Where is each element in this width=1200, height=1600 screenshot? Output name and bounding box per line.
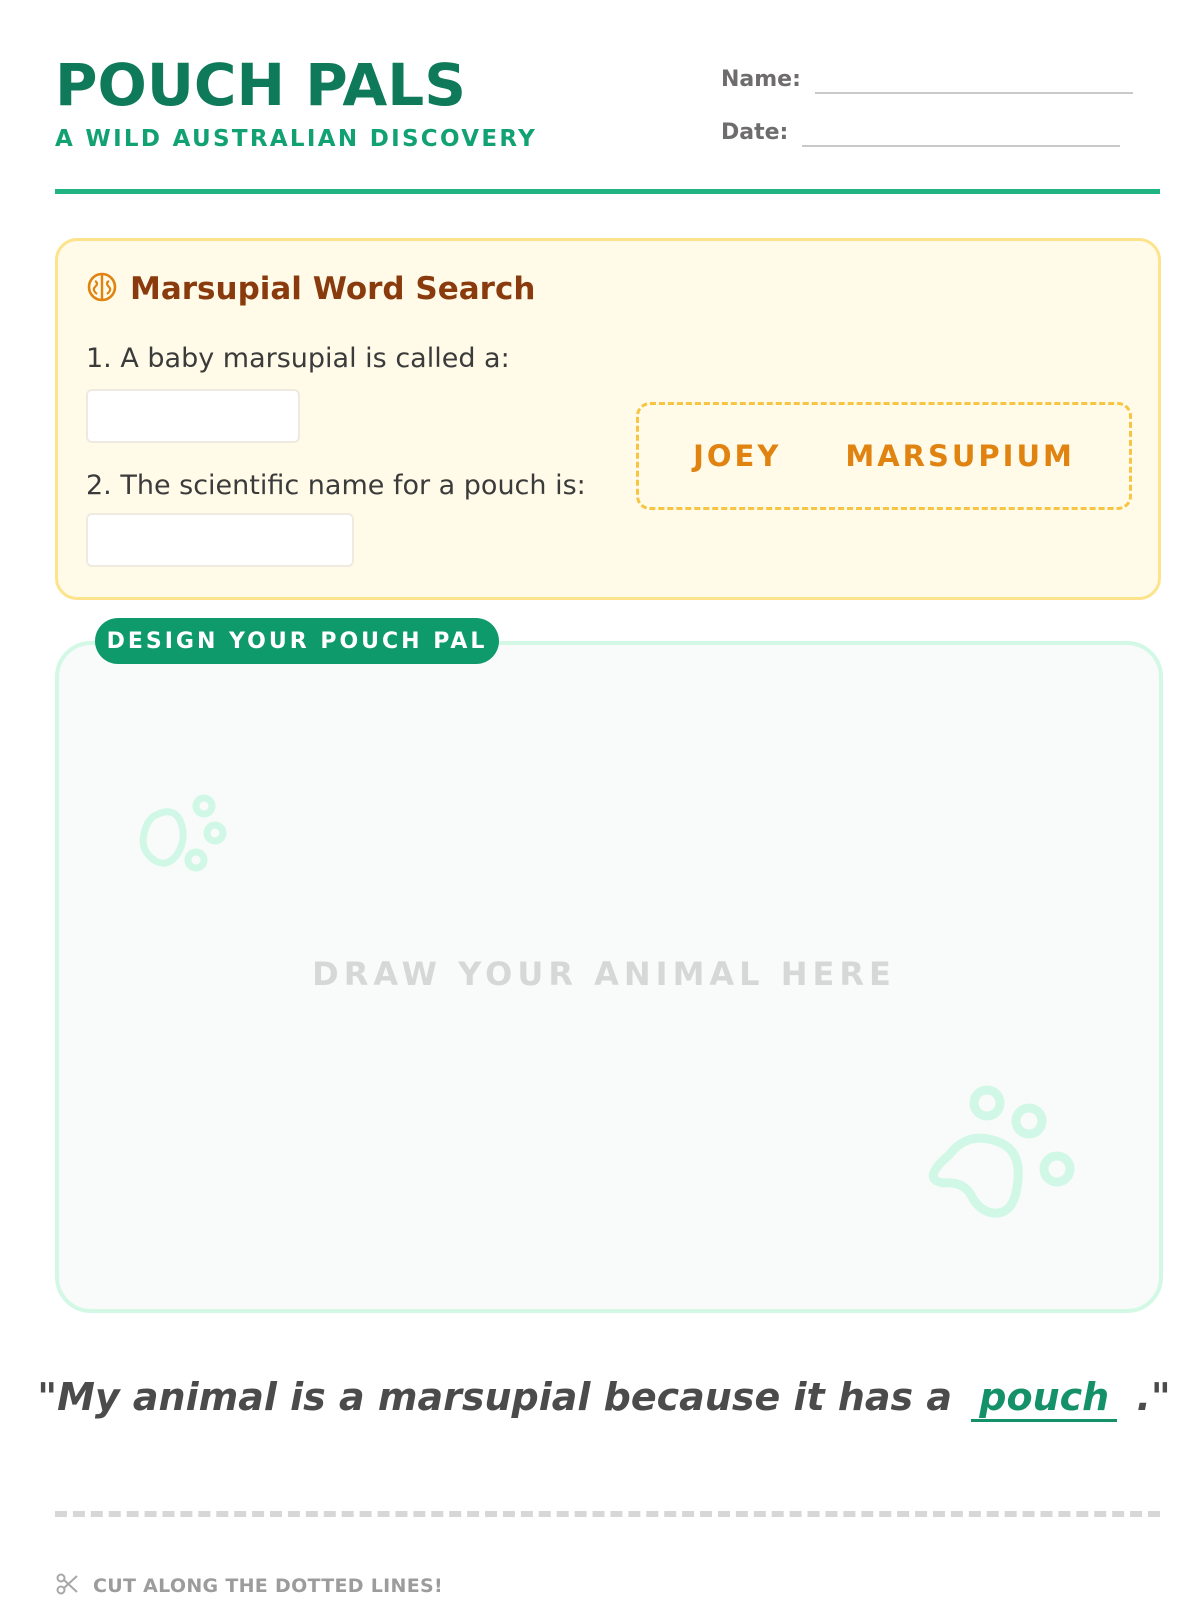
date-line[interactable] bbox=[802, 119, 1120, 147]
cut-instruction bbox=[55, 1572, 443, 1600]
scissors-icon bbox=[55, 1572, 79, 1600]
name-field bbox=[721, 66, 1133, 94]
completion-sentence bbox=[0, 1375, 1200, 1419]
cut-instruction-text: CUT ALONG THE DOTTED LINES! bbox=[93, 1575, 443, 1597]
question-1-label: 1. A baby marsupial is called a: bbox=[86, 343, 510, 374]
sentence-text-end: ." bbox=[1136, 1375, 1171, 1419]
date-label: Date: bbox=[721, 120, 789, 145]
word-bank-word: MARSUPIUM bbox=[845, 439, 1075, 473]
paw-print-icon bbox=[925, 1085, 1085, 1249]
page-subtitle: A WILD AUSTRALIAN DISCOVERY bbox=[55, 126, 538, 152]
section-heading bbox=[86, 271, 535, 307]
cut-line bbox=[55, 1511, 1160, 1517]
section-title: Marsupial Word Search bbox=[130, 271, 536, 307]
sentence-blank-answer[interactable]: pouch bbox=[971, 1375, 1117, 1422]
name-label: Name: bbox=[721, 67, 801, 92]
question-2-label: 2. The scientific name for a pouch is: bbox=[86, 470, 586, 501]
header-divider bbox=[55, 189, 1160, 194]
page-title: POUCH PALS bbox=[55, 51, 467, 119]
date-field bbox=[721, 119, 1120, 147]
drawing-hint: DRAW YOUR ANIMAL HERE bbox=[312, 955, 896, 993]
name-line[interactable] bbox=[815, 66, 1133, 94]
question-1-answer-box[interactable] bbox=[86, 389, 300, 443]
sentence-text-start: "My animal is a marsupial because it has a bbox=[37, 1375, 953, 1419]
word-bank-word: JOEY bbox=[693, 439, 782, 473]
word-bank bbox=[636, 402, 1132, 510]
question-2-answer-box[interactable] bbox=[86, 513, 354, 567]
brain-icon bbox=[86, 271, 118, 307]
section-tab bbox=[95, 618, 499, 664]
word-search-section bbox=[55, 238, 1161, 600]
section-tab-label: DESIGN YOUR POUCH PAL bbox=[106, 628, 488, 654]
paw-print-icon bbox=[130, 790, 230, 894]
